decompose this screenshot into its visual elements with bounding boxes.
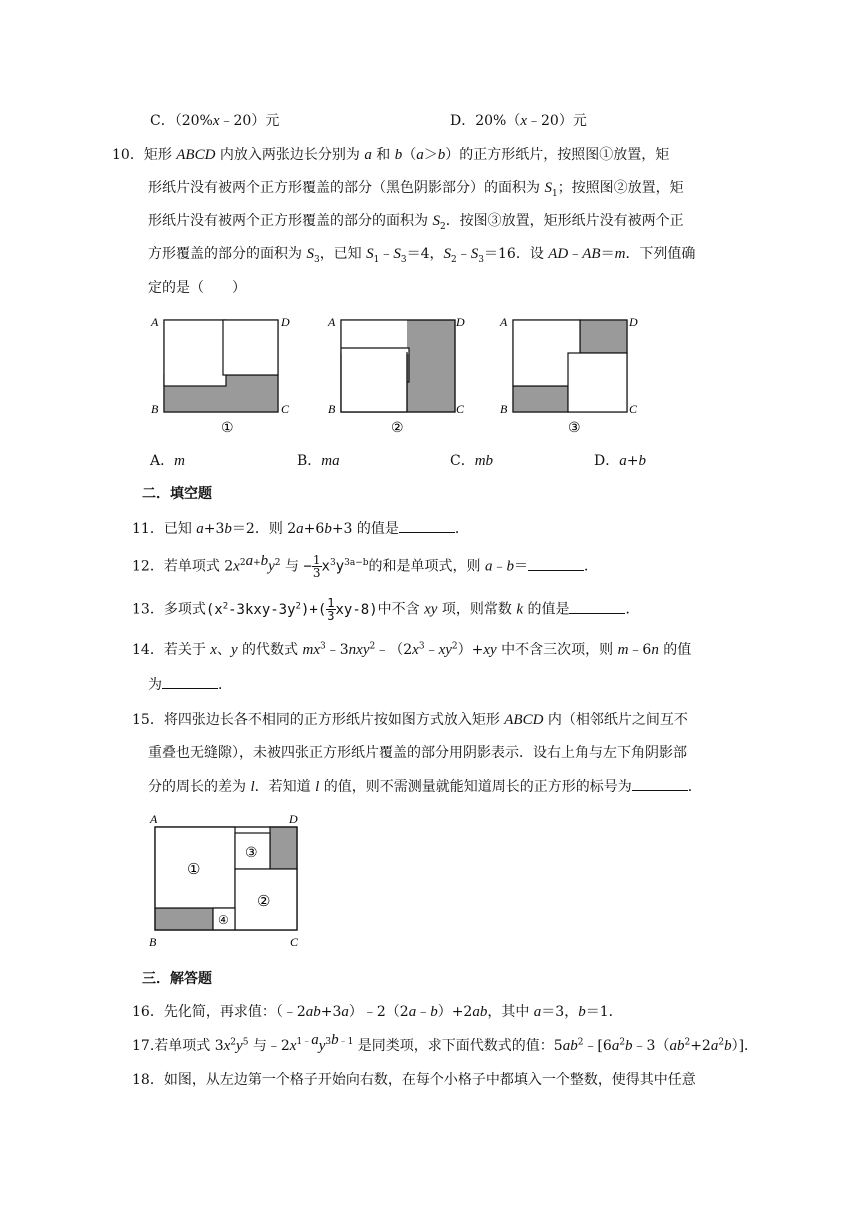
figure-1 [150, 315, 290, 436]
svg-text:D: D [281, 315, 290, 329]
svg-text:B: B [151, 402, 159, 416]
svg-text:A: A [151, 315, 159, 329]
q9-option-d: D．20%（x﹣20）元 [450, 113, 587, 129]
q15-line-2: 重叠也无缝隙），未被四张正方形纸片覆盖的部分用阴影表示．设右上角与左下角阴影部 [148, 745, 687, 761]
svg-text:C: C [456, 402, 465, 416]
svg-text:D: D [456, 315, 465, 329]
q14-line-2: 为 ． [148, 674, 232, 695]
svg-text:②: ② [257, 894, 271, 910]
svg-text:A: A [500, 315, 508, 329]
answer-blank[interactable] [399, 518, 455, 533]
answer-blank[interactable] [162, 674, 218, 689]
q10-option-c: C．mb [450, 453, 494, 469]
svg-text:C: C [290, 935, 299, 949]
q12: 12．若单项式 $2x^{2a+b}y^2$ 与 − $\frac{1}{3}$ $x^3y^{3a-b}$的和是单项式，则 a﹣b＝ ． [132, 552, 598, 580]
svg-text:③: ③ [568, 421, 581, 436]
q11: 11．已知 a+3b＝2．则 2a+6b+3 的值是 ． [132, 518, 469, 539]
q10-line-5: 定的是（ ） [148, 280, 246, 296]
section-3-title: 三．解答题 [142, 971, 212, 987]
q10-option-d: D．a+b [594, 453, 646, 469]
svg-text:①: ① [221, 421, 234, 436]
svg-text:B: B [149, 935, 157, 949]
q15-line-1: 15．将四张边长各不相同的正方形纸片按如图方式放入矩形 ABCD 内（相邻纸片之间互不 [132, 712, 688, 728]
svg-text:③: ③ [245, 846, 258, 861]
q10-line-1: 10．矩形 ABCD 内放入两张边长分别为 a 和 b（a＞b）的正方形纸片，按照图①放置，矩 [112, 147, 670, 163]
q16: 16．先化简，再求值：（﹣2ab+3a）﹣2（2a﹣b）+2ab，其中 a＝3，b＝1． [132, 1004, 623, 1020]
svg-text:D: D [629, 315, 638, 329]
svg-text:④: ④ [218, 913, 229, 927]
q15-line-3: 分的周长的差为 l．若知道 l 的值，则不需测量就能知道周长的正方形的标号为 ． [148, 776, 702, 797]
svg-text:①: ① [187, 862, 201, 878]
svg-text:B: B [328, 402, 336, 416]
q10-line-2: 形纸片没有被两个正方形覆盖的部分（黑色阴影部分）的面积为 $S_1$；按照图②放置，矩 [148, 180, 684, 199]
q14-line-1: 14．若关于 x、y 的代数式 $mx^3﹣3nxy^2﹣(2x^3﹣xy^2)+xy$ 中不含三次项，则 m﹣6n 的值 [132, 641, 692, 658]
q10-line-3: 形纸片没有被两个正方形覆盖的部分的面积为 $S_2$．按图③放置，矩形纸片没有被两个正 [148, 213, 684, 232]
q15-figure [140, 808, 310, 950]
svg-text:②: ② [391, 421, 404, 436]
svg-text:C: C [281, 402, 290, 416]
q9-option-c: C．（20%x﹣20）元 [150, 113, 280, 129]
answer-blank[interactable] [632, 776, 688, 791]
answer-blank[interactable] [569, 599, 625, 614]
q10-figures [148, 310, 648, 438]
svg-text:B: B [500, 402, 508, 416]
figure-2 [327, 315, 465, 436]
q10-option-b: B．ma [297, 453, 340, 469]
figure-3 [499, 315, 638, 436]
q17: 17.若单项式 $3x^2y^5$ 与$﹣2x^{1﹣a}y^{3b﹣1}$ 是同类项，求下面代数式的值：$5ab^2﹣[6a^2b﹣3(ab^2+2a^2b)]$． [132, 1032, 759, 1054]
q18: 18．如图，从左边第一个格子开始向右数，在每个小格子中都填入一个整数，使得其中任意 [132, 1072, 696, 1088]
q10-option-a: A．m [150, 453, 185, 469]
svg-text:C: C [629, 402, 638, 416]
q13: 13．多项式$(x^2-3kxy-3y^2)+$( $\frac{1}{3}$ xy-8)中不含 xy 项，则常数 k 的值是 ． [132, 596, 640, 623]
section-2-title: 二．填空题 [142, 486, 212, 502]
svg-text:A: A [150, 812, 158, 826]
svg-text:A: A [328, 315, 336, 329]
q10-line-4: 方形覆盖的部分的面积为 $S_3$，已知 $S_1﹣S_3=4$，$S_2﹣S_3=16$．设 AD﹣AB＝m．下列值确 [148, 246, 696, 265]
answer-blank[interactable] [528, 556, 584, 571]
svg-text:D: D [289, 812, 298, 826]
